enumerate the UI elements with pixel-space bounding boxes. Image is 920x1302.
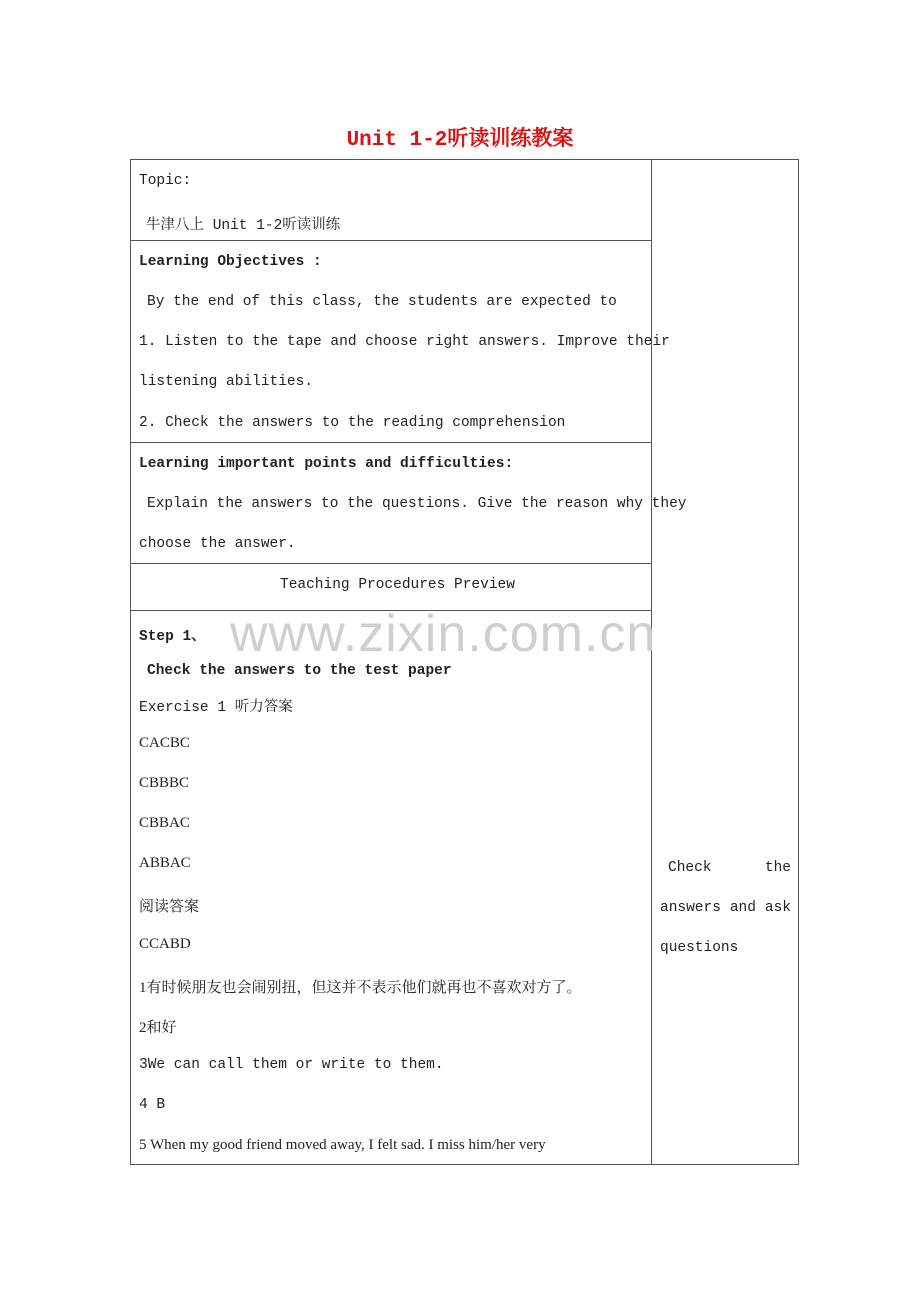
row-divider: [130, 240, 652, 241]
side-note-line2: answers and ask: [660, 900, 791, 916]
step-label: Step 1、: [139, 629, 206, 645]
document-title: Unit 1-2听读训练教案: [346, 129, 574, 152]
listening-answer: CBBAC: [139, 815, 190, 831]
listening-answer: CACBC: [139, 735, 190, 751]
exercise-label: Exercise 1 听力答案: [139, 700, 293, 716]
answer-5: 5 When my good friend moved away, I felt sad. I miss him/her very: [139, 1137, 546, 1153]
answer-4: 4 B: [139, 1097, 166, 1113]
listening-answer: ABBAC: [139, 855, 191, 871]
watermark: www.zixin.com.cn: [230, 605, 657, 663]
topic-heading: Topic:: [139, 173, 192, 189]
objectives-intro: By the end of this class, the students are expected to: [147, 294, 617, 310]
answer-2: 2和好: [139, 1020, 177, 1036]
answer-3: 3We can call them or write to them.: [139, 1057, 444, 1073]
points-line2: choose the answer.: [139, 536, 296, 552]
points-line1: Explain the answers to the questions. Give the reason why they: [147, 496, 687, 512]
listening-answer: CBBBC: [139, 775, 190, 791]
side-note-line1: Check the: [668, 860, 791, 876]
row-divider: [130, 563, 652, 564]
objective-1-line1: 1. Listen to the tape and choose right answers. Improve their: [139, 334, 670, 350]
side-note-line3: questions: [660, 940, 739, 956]
objective-2: 2. Check the answers to the reading comprehension: [139, 415, 566, 431]
topic-content: 牛津八上 Unit 1-2听读训练: [146, 218, 341, 234]
objective-1-line2: listening abilities.: [139, 374, 314, 390]
objectives-heading: Learning Objectives :: [139, 254, 322, 270]
procedures-heading: Teaching Procedures Preview: [280, 577, 515, 593]
row-divider: [130, 442, 652, 443]
reading-label: 阅读答案: [139, 899, 200, 915]
points-heading: Learning important points and difficulties:: [139, 456, 514, 472]
reading-answers: CCABD: [139, 936, 191, 952]
answer-1: 1有时候朋友也会闹别扭，但这并不表示他们就再也不喜欢对方了。: [139, 980, 582, 996]
step-subheading: Check the answers to the test paper: [147, 663, 452, 679]
